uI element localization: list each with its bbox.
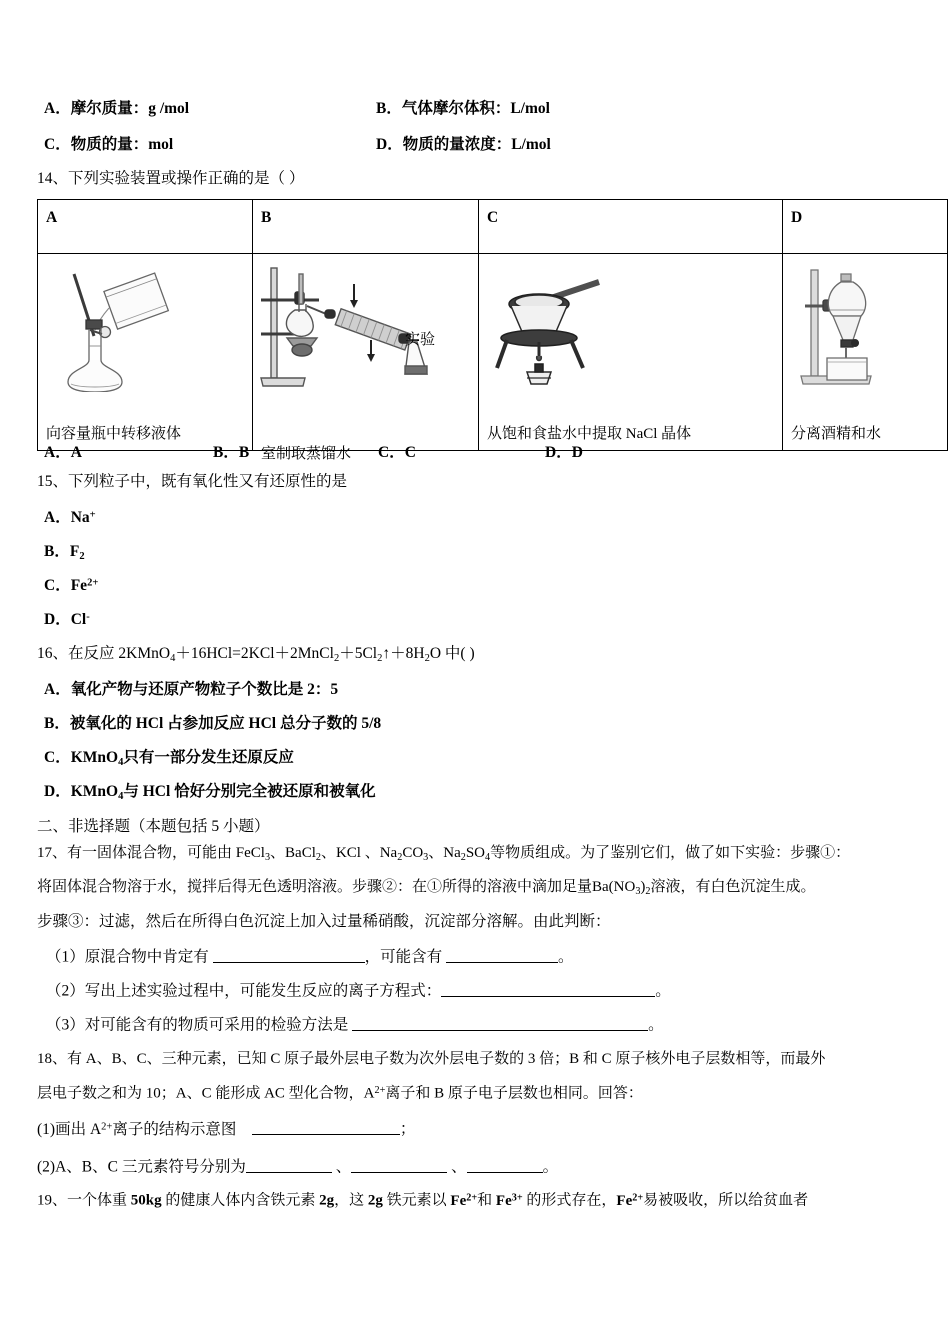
q15-option-d-label: D． (44, 611, 71, 628)
table-header-b: B (253, 200, 479, 254)
q17-sub2-blank[interactable] (441, 981, 655, 997)
q15-option-c-charge: 2+ (87, 577, 99, 589)
q17-sub1-middle: ，可能含有 (364, 948, 447, 966)
q18-sub2 (37, 1157, 558, 1177)
q17-sub2 (46, 981, 671, 1001)
q16-option-c: C．KMnO$_4$只有一部分发生还原反应 (44, 749, 294, 768)
table-caption-d: 分离酒精和水 (791, 426, 882, 442)
q18-sub2-prefix: (2)A、B、C 三元素符号分别为 (37, 1158, 246, 1176)
q17-sub3-prefix: （3）对可能含有的物质可采用的检验方法是 (46, 1016, 353, 1034)
q13-option-c: C．物质的量：mol (44, 136, 174, 153)
q15-stem: 15、下列粒子中，既有氧化性又有还原性的是 (37, 473, 348, 490)
q15-option-d-charge: - (86, 611, 90, 623)
q18-sub1-end: ； (399, 1120, 416, 1138)
q18-sub1-blank[interactable] (252, 1119, 400, 1135)
q18-sub1 (37, 1119, 415, 1139)
q17-sub2-prefix: （2）写出上述实验过程中，可能发生反应的离子方程式： (46, 982, 442, 1000)
q16-option-b: B．被氧化的 HCl 占参加反应 HCl 总分子数的 5/8 (44, 715, 382, 732)
q15-option-c-label: C． (44, 577, 71, 594)
q15-option-a-label: A． (44, 509, 71, 526)
q17-line3: 步骤③：过滤，然后在所得白色沉淀上加入过量稀硝酸，沉淀部分溶解。由此判断： (37, 913, 611, 930)
q16-stem (37, 645, 475, 665)
q14-answer-d: D．D (545, 444, 583, 461)
q16-equation: $2KMnO_4+16HCl=2KCl+2MnCl_2+5Cl_2↑+8H_2O$ (118, 645, 442, 664)
q15-option-b-formula: F (69, 543, 80, 560)
separating-funnel-on-stand-icon (799, 262, 909, 394)
q18-sub2-sep-1: 、 (331, 1158, 352, 1176)
q15-option-c (44, 577, 98, 595)
volumetric-flask-transfer-icon (52, 264, 182, 392)
q13-option-b: B．气体摩尔体积：L/mol (376, 100, 550, 117)
q17-line1: 17、有一固体混合物，可能由 FeCl$_3$、BaCl$_2$、KCl 、$Na_2CO_3$、$Na_2SO_4$等物质组成。为了鉴别它们，做了如下实验：步骤①： (37, 845, 851, 863)
q16-stem-suffix: 中( ) (441, 645, 475, 662)
q14-answer-b: B．B (213, 444, 250, 461)
table-caption-b: 室制取蒸馏水 (261, 446, 352, 462)
table-header-c: C (479, 200, 783, 254)
q15-option-d-formula: Cl (70, 611, 87, 628)
evaporating-dish-on-ring-stand-icon (493, 268, 613, 386)
table-header-a: A (38, 200, 253, 254)
q18-line1: 18、有 A、B、C、三种元素，已知 C 原子最外层电子数为次外层电子数的 3 倍；B 和 C 原子核外电子层数相等，而最外 (37, 1051, 826, 1067)
q17-sub1-prefix: （1）原混合物中肯定有 (46, 948, 213, 966)
q15-option-b-subscript: 2 (79, 550, 85, 562)
table-caption-a: 向容量瓶中转移液体 (46, 426, 182, 442)
q17-sub1-end: 。 (558, 948, 574, 966)
q17-line2: 将固体混合物溶于水，搅拌后得无色透明溶液。步骤②：在①所得的溶液中滴加足量$Ba(NO_3)_2$溶液，有白色沉淀生成。 (37, 879, 816, 897)
q16-option-d: D．KMnO$_4$与 HCl 恰好分别完全被还原和被氧化 (44, 783, 376, 802)
q15-option-b-label: B． (44, 543, 70, 560)
table-cell-c (479, 254, 783, 451)
q15-option-a-formula: Na (70, 509, 90, 526)
q15-option-b (44, 543, 85, 563)
q14-answer-c: C．C (378, 444, 416, 461)
q18-sub2-blank-1[interactable] (246, 1157, 332, 1173)
table-cell-b-inline-label: 实验 (405, 332, 436, 348)
q14-answer-a: A．A (44, 444, 82, 461)
q17-sub1-blank-2[interactable] (446, 947, 558, 963)
q17-sub3-end: 。 (648, 1016, 664, 1034)
table-header-d: D (783, 200, 948, 254)
table-body-row (38, 254, 948, 451)
q17-sub1-blank-1[interactable] (213, 947, 365, 963)
q14-stem: 14、下列实验装置或操作正确的是（ ） (37, 170, 305, 187)
section2-title: 二、非选择题（本题包括 5 小题） (37, 818, 270, 835)
q18-line2: 层电子数之和为 10；A、C 能形成 AC 型化合物，$A^{2+}$离子和 B 原子电子层数也相同。回答： (37, 1085, 643, 1102)
q13-option-d: D．物质的量浓度：L/mol (376, 136, 551, 153)
q17-sub1 (46, 947, 574, 967)
q18-sub2-blank-2[interactable] (351, 1157, 447, 1173)
table-cell-a (38, 254, 253, 451)
q17-sub3-blank[interactable] (352, 1015, 648, 1031)
distillation-setup-icon (259, 262, 459, 392)
q15-option-d (44, 611, 90, 629)
q15-option-c-formula: Fe (70, 577, 88, 594)
q18-sub2-end: 。 (542, 1158, 559, 1176)
q15-option-a-charge: + (89, 509, 96, 521)
q16-stem-prefix: 16、在反应 (37, 645, 119, 662)
q18-sub2-sep-2: 、 (447, 1158, 467, 1176)
q19-line1: 19、一个体重 50kg 的健康人体内含铁元素 2g，这 2g 铁元素以 $Fe^{2+}$和 $Fe^{3+}$ 的形式存在，$Fe^{2+}$易被吸收，所以给贫血者 (37, 1192, 809, 1209)
q15-option-a (44, 509, 96, 527)
q18-sub1-prefix: (1)画出 $A^{2+}$离子的结构示意图 (37, 1120, 252, 1138)
table-caption-c: 从饱和食盐水中提取 NaCl 晶体 (487, 426, 692, 442)
q18-sub2-blank-3[interactable] (467, 1157, 543, 1173)
q16-option-a: A．氧化产物与还原产物粒子个数比是 2：5 (44, 681, 339, 698)
table-header-row (38, 200, 948, 254)
q13-option-a: A．摩尔质量：g /mol (44, 100, 190, 117)
table-cell-d (783, 254, 948, 451)
q17-sub2-end: 。 (655, 982, 671, 1000)
q17-sub3 (46, 1015, 664, 1035)
